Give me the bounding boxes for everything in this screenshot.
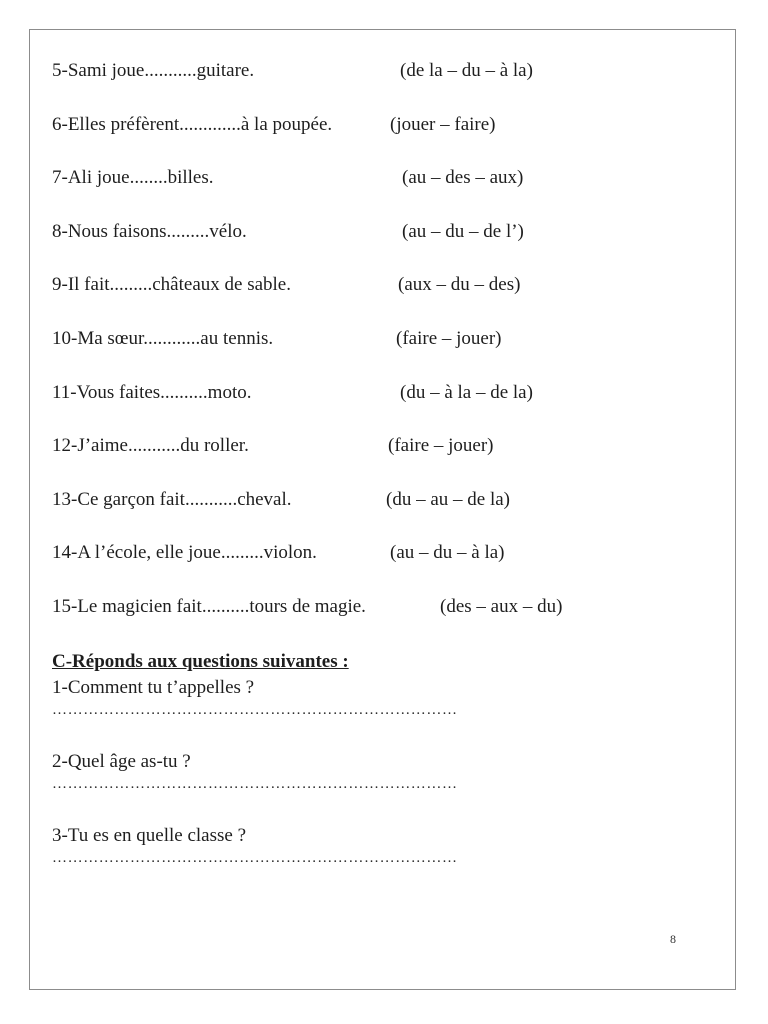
exercise-choices: (faire – jouer) (396, 327, 502, 349)
question-text: 1-Comment tu t’appelles ? (52, 677, 255, 698)
exercise-choices: (du – à la – de la) (400, 381, 533, 403)
exercise-sentence: 11-Vous faites..........moto. (52, 381, 252, 403)
exercise-choices: (aux – du – des) (398, 274, 521, 296)
exercise-choices: (au – du – de l’) (402, 220, 524, 242)
exercise-sentence: 10-Ma sœur............au tennis. (52, 327, 274, 349)
exercise-choices: (faire – jouer) (388, 435, 494, 457)
section-title: C-Réponds aux questions suivantes : (52, 651, 349, 672)
answer-line[interactable]: …………………………………………………………………… (52, 702, 458, 718)
exercise-choices: (du – au – de la) (386, 488, 510, 510)
question-text: 2-Quel âge as-tu ? (52, 751, 191, 772)
exercise-choices: (de la – du – à la) (400, 60, 533, 81)
question-text: 3-Tu es en quelle classe ? (52, 825, 246, 846)
exercise-sentence: 13-Ce garçon fait...........cheval. (52, 488, 292, 510)
exercise-sentence: 14-A l’école, elle joue.........violon. (52, 542, 317, 564)
answer-line[interactable]: …………………………………………………………………… (52, 850, 458, 866)
exercise-sentence: 8-Nous faisons.........vélo. (52, 220, 247, 242)
exercise-choices: (au – du – à la) (390, 542, 505, 564)
exercise-sentence: 5-Sami joue...........guitare. (52, 60, 255, 81)
section-c (52, 649, 612, 867)
exercise-sentence: 7-Ali joue........billes. (52, 167, 214, 189)
page-number: 8 (670, 932, 676, 946)
exercise-sentence: 6-Elles préfèrent.............à la poupée. (52, 113, 333, 135)
exercise-choices: (des – aux – du) (440, 595, 563, 617)
exercise-sentence: 9-Il fait.........châteaux de sable. (52, 274, 291, 296)
exercise-sentence: 12-J’aime...........du roller. (52, 435, 249, 457)
exercise-choices: (au – des – aux) (402, 167, 524, 189)
exercise-choices: (jouer – faire) (390, 113, 496, 135)
answer-line[interactable]: …………………………………………………………………… (52, 776, 458, 792)
exercise-sentence: 15-Le magicien fait..........tours de magie. (52, 595, 366, 617)
